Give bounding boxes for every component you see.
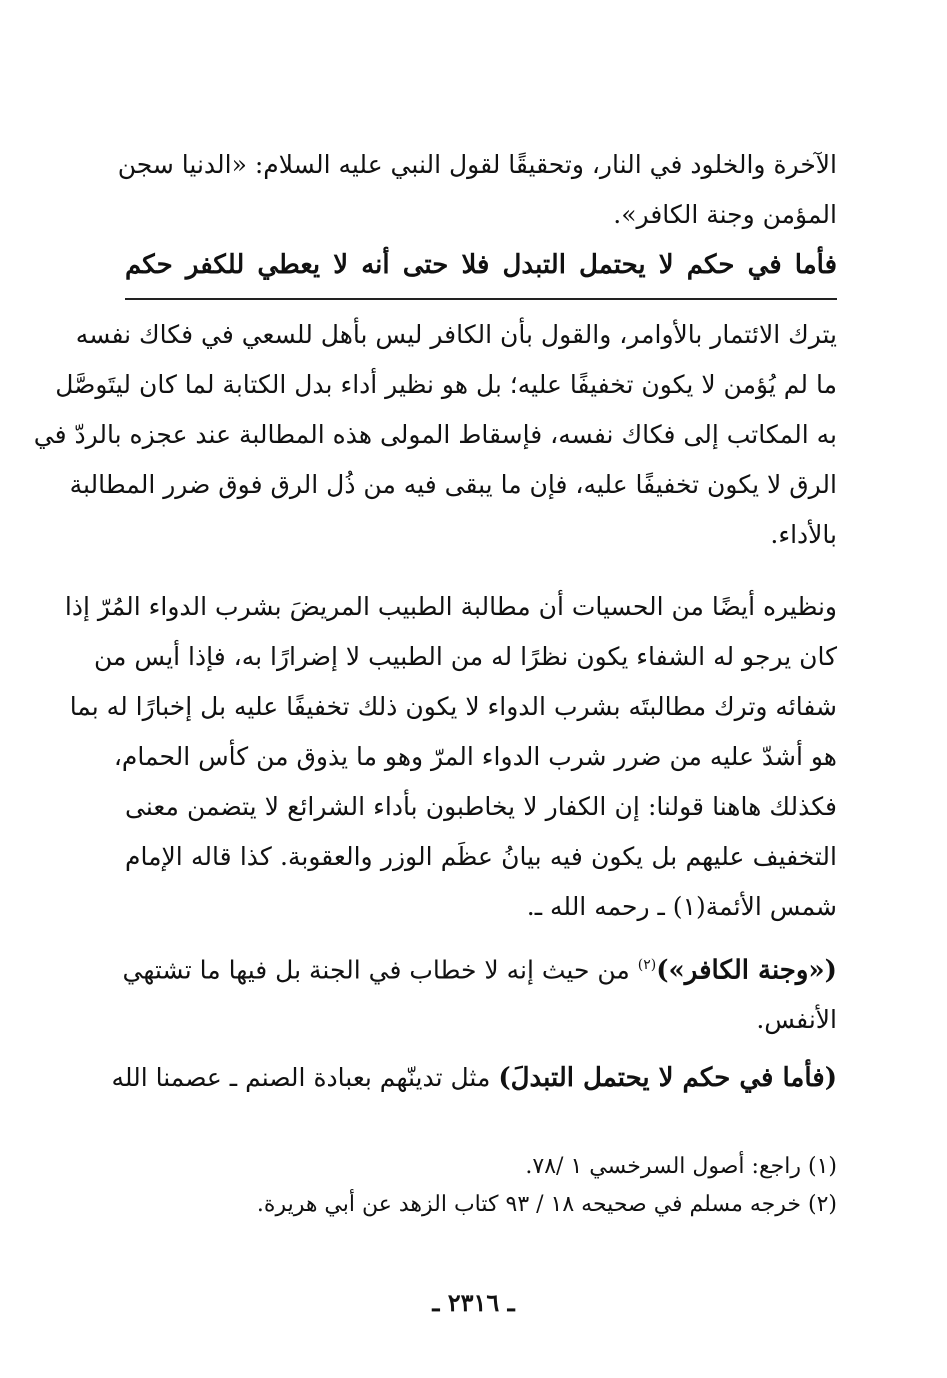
page-number: ـ ٢٣١٦ ـ — [432, 1288, 515, 1317]
footnote: (١) راجع: أصول السرخسي ١ /٧٨. — [525, 1154, 837, 1179]
text-line: الآخرة والخلود في النار، وتحقيقًا لقول النبي عليه السلام: «الدنيا سجن — [117, 150, 837, 179]
text-line: شمس الأئمة(١) ـ رحمه الله ـ. — [526, 892, 837, 921]
footnote: (٢) خرجه مسلم في صحيحه ١٨ / ٩٣ كتاب الزهد عن أبي هريرة. — [256, 1192, 837, 1217]
text-line: التخفيف عليهم بل يكون فيه بيانُ عظَم الوزر والعقوبة. كذا قاله الإمام — [125, 842, 837, 871]
text-line — [111, 1053, 837, 1103]
footnote-ref: (٢) — [637, 957, 657, 973]
text-line: ما لم يُؤمن لا يكون تخفيفًا عليه؛ بل هو نظير أداء بدل الكتابة لما كان ليتَوصَّل — [55, 370, 837, 399]
page-body — [33, 140, 837, 1103]
text-line: فكذلك هاهنا قولنا: إن الكفار لا يخاطبون بأداء الشرائع لا يتضمن معنى — [125, 792, 837, 821]
text-span: مثل تدينّهم بعبادة الصنم ـ عصمنا الله — [111, 1063, 491, 1093]
text-line: يترك الائتمار بالأوامر، والقول بأن الكافر ليس بأهل للسعي في فكاك نفسه — [75, 320, 837, 349]
text-line: هو أشدّ عليه من ضرر شرب الدواء المرّ وهو ما يذوق من كأس الحمام، — [113, 742, 837, 771]
text-line: ونظيره أيضًا من الحسيات أن مطالبة الطبيب المريضَ بشرب الدواء المُرّ إذا — [64, 592, 837, 621]
text-line: شفائه وترك مطالبتَه بشرب الدواء لا يكون ذلك تخفيفًا عليه بل إخبارًا له بما — [69, 692, 837, 721]
quoted-phrase: (فأما في حكم لا يحتمل التبدلَ) — [498, 1063, 837, 1094]
text-line: به المكاتب إلى فكاك نفسه، فإسقاط المولى هذه المطالبة عند عجزه بالردّ في — [33, 420, 837, 449]
text-line: الرق لا يكون تخفيفًا عليه، فإن ما يبقى فيه من ذُل الرق فوق ضرر المطالبة — [69, 470, 837, 499]
commentary-heading: فأما في حكم لا يحتمل التبدل فلا حتى أنه لا يعطي للكفر حكم — [125, 250, 837, 280]
text-line: بالأداء. — [770, 520, 837, 549]
text-span: من حيث إنه لا خطاب في الجنة بل فيها ما تشتهي — [122, 955, 630, 985]
footnotes — [125, 1148, 837, 1224]
text-line: الأنفس. — [756, 1005, 837, 1035]
text-line: كان يرجو له الشفاء يكون نظرًا له من الطبيب لا إضرارًا به، فإذا أيس من — [93, 642, 837, 671]
separator-rule — [125, 298, 837, 300]
quoted-phrase: («وجنة الكافر») — [656, 955, 837, 986]
text-line: المؤمن وجنة الكافر». — [613, 200, 837, 229]
text-line — [122, 940, 837, 995]
